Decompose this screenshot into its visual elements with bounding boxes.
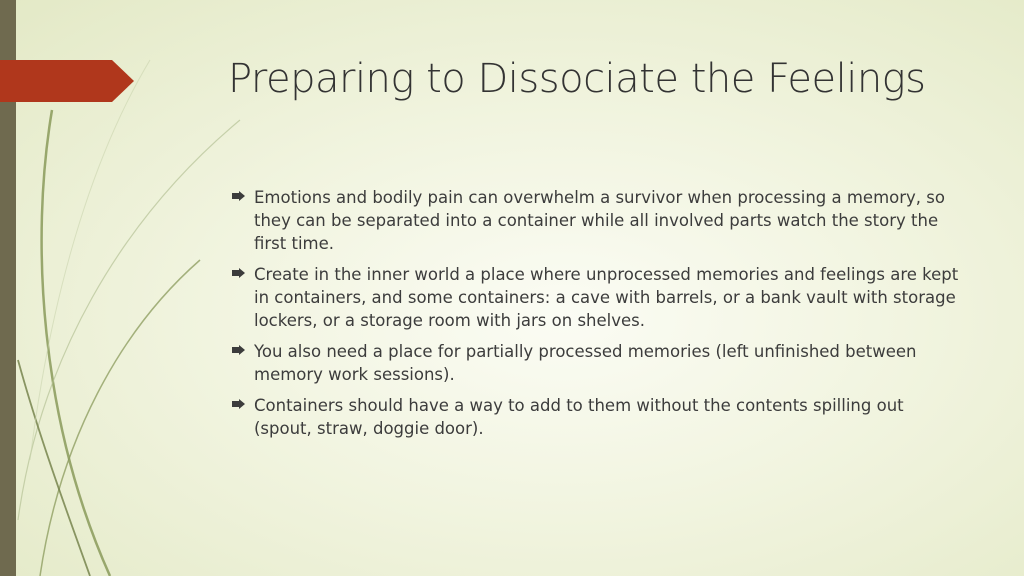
slide-title: Preparing to Dissociate the Feelings (228, 56, 926, 102)
arrow-right-icon (232, 399, 245, 409)
title-accent-arrow (0, 60, 134, 102)
bullet-item (232, 263, 962, 332)
bullet-text: Emotions and bodily pain can overwhelm a survivor when processing a memory, so they can be separated into a container while all involved parts watch the story the first time. (254, 188, 945, 253)
bullet-item (232, 340, 962, 386)
arrow-right-icon (232, 268, 245, 278)
arrow-right-icon (232, 191, 245, 201)
bullet-text: Containers should have a way to add to them without the contents spilling out (spout, straw, doggie door). (254, 396, 904, 438)
arrow-right-icon (232, 345, 245, 355)
bullet-item (232, 394, 962, 440)
bullet-text: Create in the inner world a place where unprocessed memories and feelings are kept in containers, and some containers: a cave with barrels, or a bank vault with storage lockers, or a storage room with jars on shelves. (254, 265, 959, 330)
bullet-text: You also need a place for partially processed memories (left unfinished between memory work sessions). (254, 342, 917, 384)
bullet-list (232, 186, 962, 448)
bullet-item (232, 186, 962, 255)
